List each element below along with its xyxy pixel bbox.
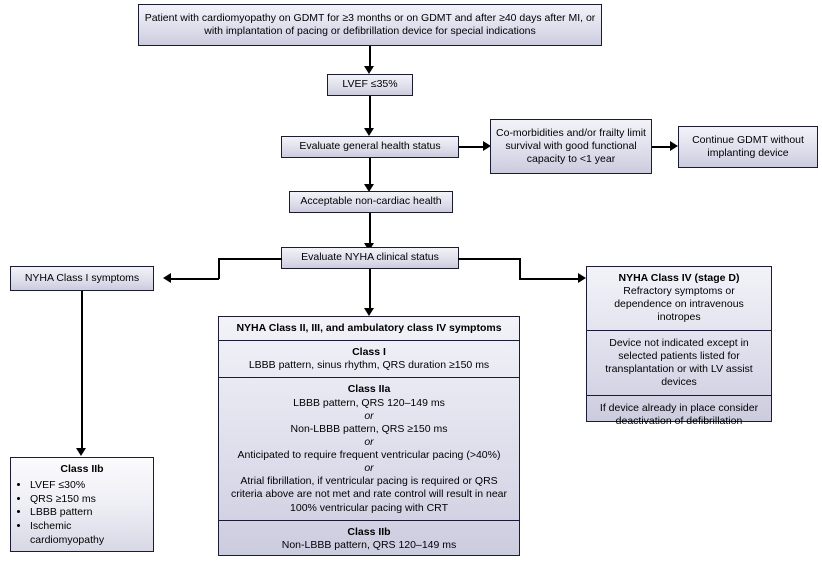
node-evaluate-general-health-label: Evaluate general health status <box>299 140 441 153</box>
list-item: • Ischemic cardiomyopathy <box>30 520 148 547</box>
node-class-iib-left <box>10 457 154 552</box>
node-comorbidities <box>490 119 652 174</box>
list-item: • LVEF ≤30% <box>30 479 148 493</box>
node-class-i-text: LBBB pattern, sinus rhythm, QRS duration ≥150 ms <box>248 359 490 372</box>
node-class-iia-line-4: or <box>364 435 374 448</box>
node-class-iia-heading: Class IIa <box>347 383 391 396</box>
center-stack-body <box>219 317 519 557</box>
connector-lvef-to-health <box>369 96 371 130</box>
node-evaluate-nyha <box>281 247 459 269</box>
node-lvef-label: LVEF ≤35% <box>342 78 398 91</box>
node-center-symptom-stack <box>218 316 520 556</box>
node-nyha-class-iv-heading: NYHA Class IV (stage D) <box>618 272 740 284</box>
connector-acceptable-to-nyha <box>369 213 371 245</box>
arrowhead-lvef-to-health <box>364 128 374 136</box>
arrowhead-top-to-lvef <box>364 66 374 74</box>
node-continue-gdmt-label: Continue GDMT without implanting device <box>692 133 804 159</box>
node-nyha-class-i-symptoms-label: NYHA Class I symptoms <box>24 271 140 284</box>
arrowhead-comorbidities-to-gdmt <box>670 141 678 151</box>
connector-nyha-left-drop <box>218 258 220 279</box>
node-continue-gdmt <box>678 126 818 168</box>
arrowhead-nyha-to-class-iv <box>578 273 586 283</box>
node-class-iia-line-6: or <box>364 462 374 475</box>
node-class-iia-line-5: Anticipated to require frequent ventricular pacing (>40%) <box>237 449 501 461</box>
node-class-iia-line-1: LBBB pattern, QRS 120–149 ms <box>293 396 445 409</box>
node-evaluate-nyha-label: Evaluate NYHA clinical status <box>301 251 439 264</box>
connector-nyha-right-top <box>458 258 520 260</box>
node-class-iia <box>219 378 519 520</box>
node-class-iia-line-7: Atrial fibrillation, if ventricular pacing is required or QRS criteria above are not met and rate control will result in near 100% ventricular pacing with CRT <box>230 475 508 514</box>
node-class-iib-left-bullets <box>16 479 148 547</box>
node-right-stack <box>586 266 772 428</box>
list-item: • QRS ≥150 ms <box>30 493 148 507</box>
node-class-iib-center <box>219 521 519 557</box>
node-nyha-class-iv <box>587 267 771 331</box>
node-comorbidities-label: Co-morbidities and/or frailty limit survival with good functional capacity to <1 year <box>496 126 646 166</box>
connector-health-to-acceptable <box>369 158 371 186</box>
node-nyha-class-iv-text: Refractory symptoms or dependence on intravenous inotropes <box>614 285 744 324</box>
connector-top-to-lvef <box>369 46 371 68</box>
list-item: • LBBB pattern <box>30 506 148 520</box>
connector-nyha-left-top <box>218 258 282 260</box>
node-top-patient <box>138 4 602 46</box>
arrowhead-nyha-to-class-i <box>163 273 171 283</box>
node-nyha-class-i-symptoms <box>10 266 154 291</box>
node-device-not-indicated: Device not indicated except in selected patients listed for transplantation or with LV assist devices <box>587 331 771 397</box>
node-lvef <box>327 74 413 96</box>
connector-class-i-to-iib <box>81 291 83 450</box>
node-class-iia-line-2: or <box>364 409 374 422</box>
node-class-iia-line-3: Non-LBBB pattern, QRS ≥150 ms <box>290 422 448 435</box>
node-class-i <box>219 341 519 378</box>
node-class-iib-left-heading: Class IIb <box>60 463 104 475</box>
node-top-patient-label: Patient with cardiomyopathy on GDMT for ≥3 months or on GDMT and after ≥40 days after MI, or with implantation of pacing or defibrillation device for special indications <box>144 11 596 37</box>
right-stack-body <box>587 267 771 434</box>
arrowhead-class-i-to-iib <box>76 448 86 456</box>
connector-nyha-right-drop <box>519 258 521 279</box>
node-class-iib-center-text: Non-LBBB pattern, QRS 120–149 ms <box>281 538 457 551</box>
arrowhead-nyha-center-drop <box>364 308 374 316</box>
node-center-header: NYHA Class II, III, and ambulatory class IV symptoms <box>219 317 519 341</box>
connector-nyha-center-drop <box>369 269 371 310</box>
connector-nyha-to-class-iv <box>519 278 581 280</box>
node-class-i-heading: Class I <box>352 346 386 359</box>
node-acceptable-health-label: Acceptable non-cardiac health <box>300 195 442 208</box>
node-consider-deactivation: If device already in place consider deactivation of defibrillation <box>599 402 759 428</box>
node-acceptable-health <box>289 191 453 213</box>
node-evaluate-general-health <box>281 136 459 158</box>
connector-nyha-to-class-i <box>170 278 219 280</box>
node-class-iib-center-heading: Class IIb <box>347 525 391 538</box>
